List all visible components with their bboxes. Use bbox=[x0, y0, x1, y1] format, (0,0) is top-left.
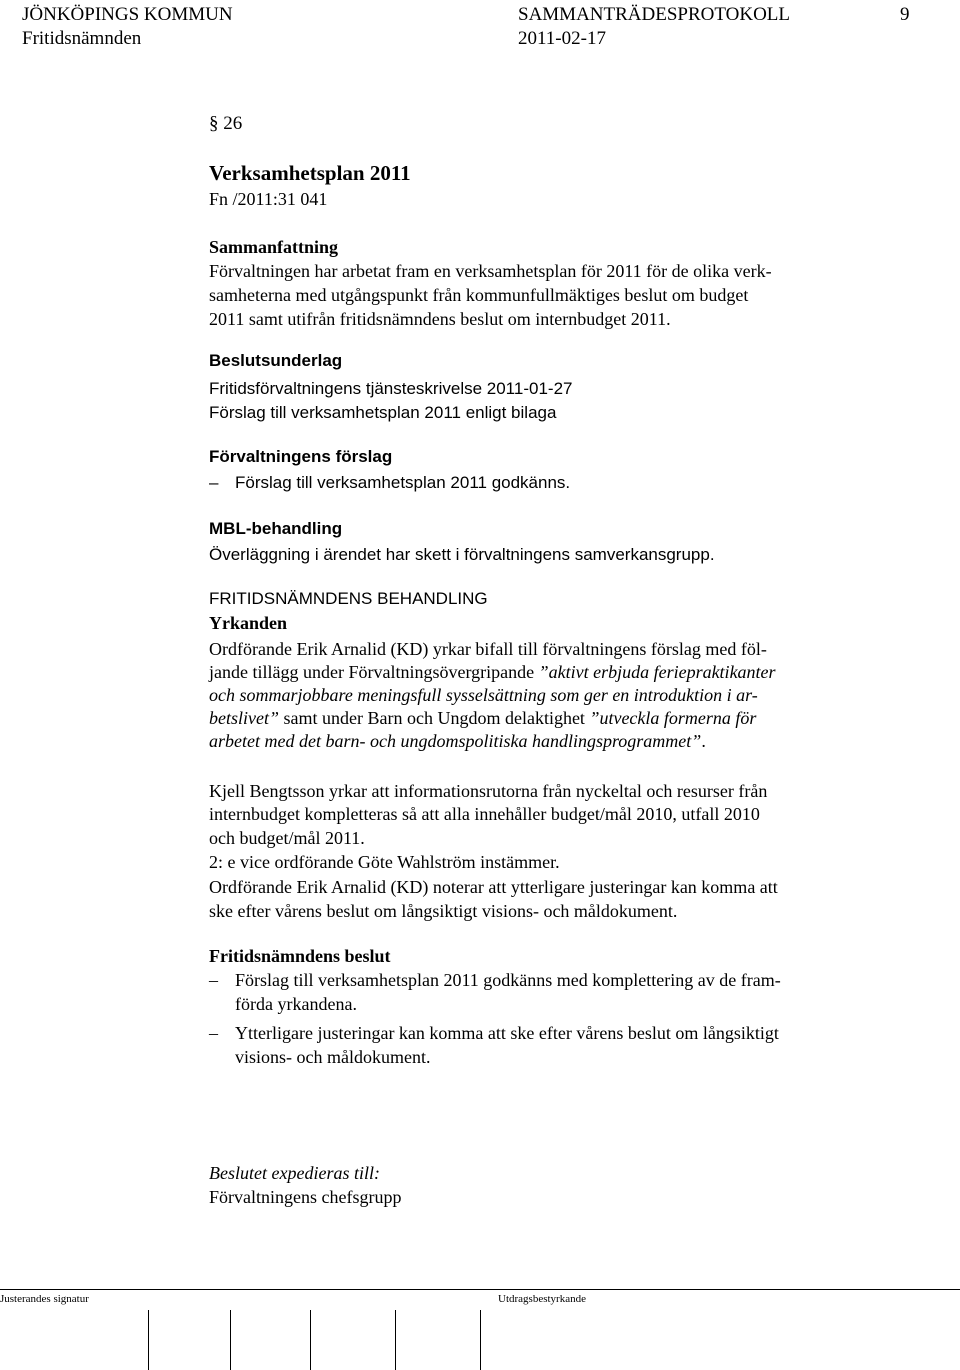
claims-paragraph-line: och budget/mål 2011. bbox=[209, 828, 365, 848]
signature-box-divider bbox=[395, 1310, 396, 1370]
handling-heading: FRITIDSNÄMNDENS BEHANDLING bbox=[209, 589, 488, 608]
claims-paragraph-line: Kjell Bengtsson yrkar att informationsrutorna från nyckeltal och resurser från bbox=[209, 781, 768, 801]
signature-box-divider bbox=[148, 1310, 149, 1370]
claims-text: jande tillägg under Förvaltningsövergripande bbox=[209, 662, 539, 682]
mbl-heading: MBL-behandling bbox=[209, 519, 343, 538]
proposal-heading: Förvaltningens förslag bbox=[209, 447, 393, 466]
claims-paragraph-line: 2: e vice ordförande Göte Wahlström instämmer. bbox=[209, 852, 560, 872]
decision-basis-heading: Beslutsunderlag bbox=[209, 351, 343, 370]
decision-basis-line: Fritidsförvaltningens tjänsteskrivelse 2011-01-27 bbox=[209, 379, 573, 398]
claims-paragraph-line: Ordförande Erik Arnalid (KD) noterar att ytterligare justeringar kan komma att bbox=[209, 877, 778, 897]
page-title: Verksamhetsplan 2011 bbox=[209, 161, 411, 185]
mbl-line: Överläggning i ärendet har skett i förvaltningens samverkansgrupp. bbox=[209, 545, 715, 564]
signature-box-divider bbox=[480, 1310, 481, 1370]
decision-heading: Fritidsnämndens beslut bbox=[209, 946, 391, 966]
decision-item-line: Ytterligare justeringar kan komma att ske efter vårens beslut om långsiktigt bbox=[235, 1023, 779, 1043]
org-name: JÖNKÖPINGS KOMMUN bbox=[22, 4, 233, 25]
claims-heading: Yrkanden bbox=[209, 613, 288, 633]
summary-heading: Sammanfattning bbox=[209, 237, 339, 257]
claims-quote: betslivet” bbox=[209, 708, 279, 728]
footer-rule bbox=[0, 1289, 960, 1290]
claims-quote: och sommarjobbare meningsfull sysselsättning som ger en introduktion i ar- bbox=[209, 685, 758, 705]
claims-paragraph-line bbox=[209, 661, 776, 683]
summary-line: Förvaltningen har arbetat fram en verksamhetsplan för 2011 för de olika verk- bbox=[209, 261, 772, 281]
claims-text: . bbox=[701, 731, 706, 751]
document-type: SAMMANTRÄDESPROTOKOLL bbox=[518, 4, 791, 25]
claims-paragraph-line: ske efter vårens beslut om långsiktigt visions- och måldokument. bbox=[209, 901, 678, 921]
claims-paragraph-line: Ordförande Erik Arnalid (KD) yrkar bifall till förvaltningens förslag med föl- bbox=[209, 639, 767, 659]
meeting-date: 2011-02-17 bbox=[518, 28, 606, 49]
dispatch-recipient: Förvaltningens chefsgrupp bbox=[209, 1187, 402, 1207]
section-number bbox=[209, 112, 242, 135]
page-number: 9 bbox=[900, 4, 910, 25]
proposal-dash: – bbox=[209, 473, 219, 492]
committee-name: Fritidsnämnden bbox=[22, 28, 142, 49]
summary-line: 2011 samt utifrån fritidsnämndens beslut om internbudget 2011. bbox=[209, 309, 671, 329]
decision-item-line: förda yrkandena. bbox=[235, 994, 357, 1014]
claims-paragraph-line bbox=[209, 730, 706, 752]
claims-quote: ”aktivt erbjuda feriepraktikanter bbox=[538, 662, 776, 682]
decision-basis-line: Förslag till verksamhetsplan 2011 enligt bilaga bbox=[209, 403, 557, 422]
decision-item-line: visions- och måldokument. bbox=[235, 1047, 431, 1067]
decision-item-line: Förslag till verksamhetsplan 2011 godkänns med komplettering av de fram- bbox=[235, 970, 781, 990]
claims-paragraph-line: internbudget kompletteras så att alla innehåller budget/mål 2010, utfall 2010 bbox=[209, 804, 760, 824]
decision-dash: – bbox=[209, 1023, 218, 1043]
claims-paragraph-line bbox=[209, 707, 756, 729]
dispatch-label: Beslutet expedieras till: bbox=[209, 1163, 380, 1183]
decision-dash: – bbox=[209, 970, 218, 990]
signature-box-divider bbox=[230, 1310, 231, 1370]
case-number: Fn /2011:31 041 bbox=[209, 189, 328, 209]
section-symbol: § bbox=[209, 113, 219, 134]
proposal-item: Förslag till verksamhetsplan 2011 godkänns. bbox=[235, 473, 571, 492]
signature-label: Justerandes signatur bbox=[0, 1293, 89, 1305]
summary-line: samheterna med utgångspunkt från kommunfullmäktiges beslut om budget bbox=[209, 285, 749, 305]
claims-quote: ”utveckla formerna för bbox=[589, 708, 757, 728]
claims-text: samt under Barn och Ungdom delaktighet bbox=[279, 708, 590, 728]
signature-box-divider bbox=[310, 1310, 311, 1370]
section-number-value: 26 bbox=[223, 113, 243, 134]
extract-label: Utdragsbestyrkande bbox=[498, 1293, 586, 1305]
claims-quote: arbetet med det barn- och ungdomspolitiska handlingsprogrammet” bbox=[209, 731, 702, 751]
